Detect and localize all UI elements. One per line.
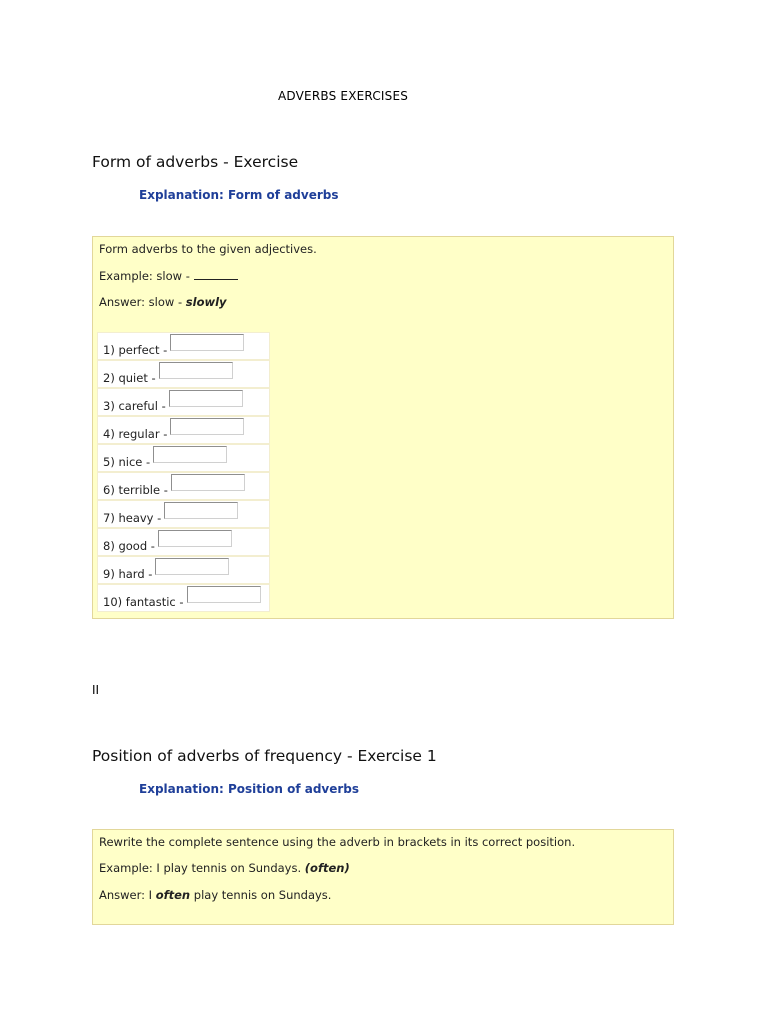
question-label: 3) careful - — [103, 398, 166, 413]
section2-answer — [99, 888, 331, 902]
section2-answer-suffix: play tennis on Sundays. — [190, 888, 332, 902]
section1-exercise-box — [92, 236, 674, 619]
section2-exercise-box — [92, 829, 674, 925]
section-separator: II — [92, 683, 100, 697]
answer-input-5[interactable] — [153, 446, 227, 463]
document-title: ADVERBS EXERCISES — [278, 89, 409, 103]
section1-example — [99, 269, 238, 283]
section2-heading: Position of adverbs of frequency - Exercise 1 — [92, 747, 437, 765]
section2-instruction: Rewrite the complete sentence using the adverb in brackets in its correct position. — [99, 835, 576, 849]
section2-example-emphasis: (often) — [304, 861, 350, 875]
section2-answer-text: Answer: I — [99, 888, 156, 902]
section1-answer-emphasis: slowly — [185, 295, 227, 309]
answer-input-3[interactable] — [169, 390, 243, 407]
answer-input-8[interactable] — [158, 530, 232, 547]
section2-example-text: Example: I play tennis on Sundays. — [99, 861, 305, 875]
question-label: 6) terrible - — [103, 482, 168, 497]
question-row — [97, 528, 270, 556]
example-blank — [194, 269, 238, 280]
question-row — [97, 556, 270, 584]
answer-input-6[interactable] — [171, 474, 245, 491]
question-row — [97, 332, 270, 360]
question-row — [97, 360, 270, 388]
question-list — [97, 332, 270, 612]
question-row — [97, 500, 270, 528]
question-row — [97, 584, 270, 612]
section1-example-text: Example: slow - — [99, 269, 194, 283]
question-label: 7) heavy - — [103, 510, 162, 525]
question-label: 10) fantastic - — [103, 594, 184, 609]
question-label: 9) hard - — [103, 566, 153, 581]
answer-input-9[interactable] — [155, 558, 229, 575]
section1-instruction: Form adverbs to the given adjectives. — [99, 242, 317, 256]
answer-input-10[interactable] — [187, 586, 261, 603]
question-row — [97, 472, 270, 500]
answer-input-2[interactable] — [159, 362, 233, 379]
answer-input-7[interactable] — [164, 502, 238, 519]
question-label: 8) good - — [103, 538, 155, 553]
section2-answer-emphasis: often — [155, 888, 191, 902]
section1-heading: Form of adverbs - Exercise — [92, 153, 299, 171]
question-label: 4) regular - — [103, 426, 168, 441]
section1-explanation-link[interactable]: Explanation: Form of adverbs — [139, 188, 339, 202]
section1-answer — [99, 295, 227, 309]
answer-input-1[interactable] — [170, 334, 244, 351]
answer-input-4[interactable] — [170, 418, 244, 435]
question-row — [97, 444, 270, 472]
question-row — [97, 416, 270, 444]
section2-example — [99, 861, 350, 875]
section1-answer-text: Answer: slow - — [99, 295, 186, 309]
question-label: 5) nice - — [103, 454, 151, 469]
question-label: 1) perfect - — [103, 342, 168, 357]
question-row — [97, 388, 270, 416]
question-label: 2) quiet - — [103, 370, 156, 385]
section2-explanation-link[interactable]: Explanation: Position of adverbs — [139, 782, 360, 796]
